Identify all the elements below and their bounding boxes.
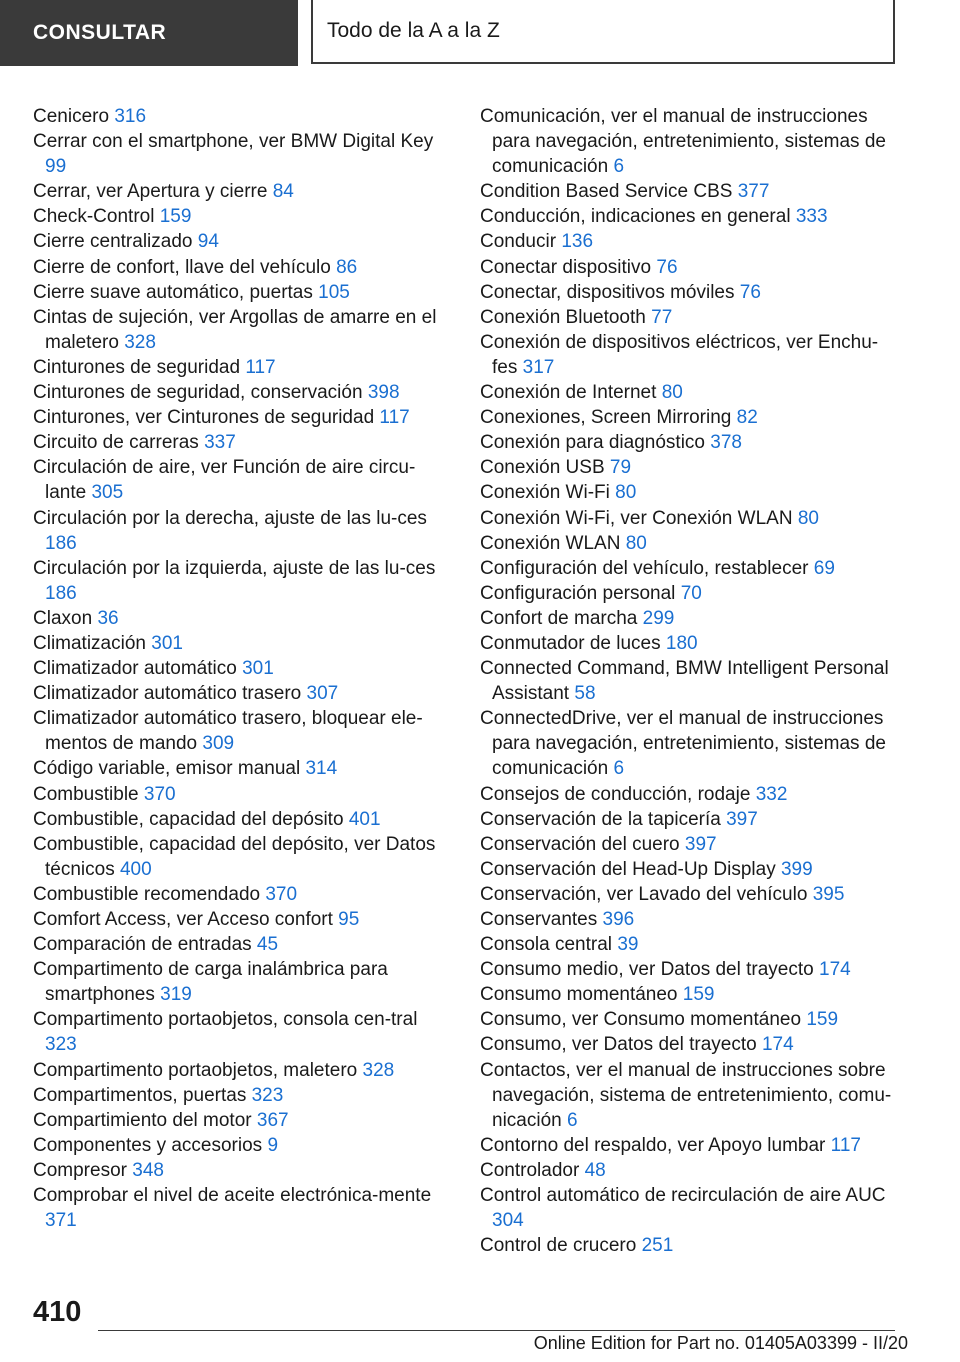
index-entry: [33, 405, 453, 430]
index-entry-page-link[interactable]: 332: [755, 783, 788, 805]
index-entry-term: Conducción, indicaciones en general: [480, 206, 791, 228]
index-entry-term: Combustible: [33, 783, 139, 805]
index-entry: [33, 932, 453, 957]
index-entry-page-link[interactable]: 77: [651, 306, 673, 328]
index-entry-page-link[interactable]: 70: [680, 582, 702, 604]
index-entry-term: Cinturones de seguridad: [33, 356, 241, 378]
index-entry-page-link[interactable]: 45: [256, 934, 279, 956]
index-entry: [480, 380, 900, 405]
index-entry-term: Conexión de dispositivos eléctricos, ver Enchu-fes: [480, 331, 879, 378]
index-entry-term: Conexión USB: [480, 457, 605, 479]
index-entry: [480, 807, 900, 832]
index-entry-page-link[interactable]: 69: [813, 557, 835, 579]
index-entry: [480, 656, 900, 706]
index-entry-term: Código variable, emisor manual: [33, 758, 301, 780]
index-entry: [480, 1183, 900, 1233]
index-entry: [33, 556, 453, 606]
index-entry-term: Comprobar el nivel de aceite electrónica-mente: [33, 1185, 432, 1207]
index-entry-term: Connected Command, BMW Intelligent Personal Assistant: [480, 658, 889, 705]
index-entry-page-link[interactable]: 80: [625, 532, 647, 554]
index-entry: [480, 480, 900, 505]
index-entry-page-link[interactable]: 174: [819, 959, 851, 981]
index-entry-page-link[interactable]: 36: [97, 607, 119, 629]
index-entry: [480, 229, 900, 254]
section-title: Todo de la A a la Z: [327, 19, 500, 42]
index-entry-term: Compartimento portaobjetos, consola cen-tral: [33, 1009, 418, 1031]
index-entry-term: Compartimiento del motor: [33, 1109, 252, 1131]
index-entry-term: Conexiones, Screen Mirroring: [480, 407, 732, 429]
index-entry-term: Claxon: [33, 607, 93, 629]
index-entry-page-link[interactable]: 328: [362, 1059, 395, 1081]
index-entry-page-link[interactable]: 79: [609, 457, 632, 479]
index-entry-page-link[interactable]: 396: [602, 909, 635, 930]
index-entry-page-link[interactable]: 39: [617, 934, 639, 956]
index-entry-page-link[interactable]: 378: [710, 432, 742, 454]
footer-divider: [98, 1330, 895, 1331]
index-entry: [480, 1133, 900, 1158]
index-entry-term: Conexión Bluetooth: [480, 306, 646, 328]
index-entry: [33, 305, 453, 355]
index-entry-page-link[interactable]: 105: [318, 281, 350, 303]
index-entry-page-link[interactable]: 186: [45, 532, 77, 554]
index-entry: [33, 380, 453, 405]
index-entry: [480, 506, 900, 531]
index-entry-page-link[interactable]: 84: [272, 181, 294, 203]
index-entry-page-link[interactable]: 397: [684, 833, 717, 855]
index-entry-term: Cierre suave automático, puertas: [33, 281, 313, 303]
index-entry-page-link[interactable]: 95: [338, 909, 360, 930]
index-entry-term: Consumo, ver Consumo momentáneo: [480, 1009, 802, 1031]
index-entry-page-link[interactable]: 307: [306, 683, 339, 705]
index-entry-page-link[interactable]: 316: [114, 106, 147, 127]
index-entry-page-link[interactable]: 94: [197, 231, 219, 253]
index-entry: [33, 807, 453, 832]
index-entry: [480, 179, 900, 204]
index-entry-page-link[interactable]: 58: [574, 683, 596, 705]
index-entry-term: Circulación por la derecha, ajuste de las lu-ces: [33, 507, 427, 529]
index-entry: [480, 606, 900, 631]
index-entry: [480, 455, 900, 480]
index-entry-term: Circuito de carreras: [33, 432, 199, 454]
index-entry: [480, 782, 900, 807]
index-entry: [33, 104, 453, 129]
index-entry-term: Conducir: [480, 231, 557, 253]
index-entry-term: Combustible recomendado: [33, 883, 261, 905]
index-entry: [480, 1233, 900, 1258]
index-entry-page-link[interactable]: 371: [45, 1210, 77, 1232]
index-entry-page-link[interactable]: 251: [641, 1235, 674, 1257]
index-entry: [33, 681, 453, 706]
index-entry-page-link[interactable]: 76: [656, 256, 678, 278]
index-entry-term: Combustible, capacidad del depósito, ver Datos técnicos: [33, 833, 436, 880]
index-entry: [480, 1058, 900, 1133]
index-entry-page-link[interactable]: 117: [245, 356, 276, 378]
index-entry-term: Conexión de Internet: [480, 382, 657, 404]
index-entry-term: Comparación de entradas: [33, 934, 252, 956]
index-entry-page-link[interactable]: 314: [305, 758, 338, 780]
index-entry: [33, 706, 453, 756]
index-entry-page-link[interactable]: 117: [830, 1134, 861, 1156]
index-entry-term: Conexión WLAN: [480, 532, 621, 554]
index-entry: [480, 430, 900, 455]
index-entry-page-link[interactable]: 301: [151, 632, 183, 654]
index-entry-page-link[interactable]: 48: [584, 1159, 606, 1181]
index-entry: [33, 179, 453, 204]
index-entry-term: Comunicación, ver el manual de instrucciones para navegación, entretenimiento, sistemas de comunicación: [480, 106, 886, 178]
index-entry-term: Cinturones, ver Cinturones de seguridad: [33, 407, 375, 429]
index-entry-term: Cenicero: [33, 106, 110, 127]
index-entry-page-link[interactable]: 86: [336, 256, 358, 278]
index-entry-page-link[interactable]: 401: [348, 808, 381, 830]
index-entry: [33, 1183, 453, 1233]
index-entry-page-link[interactable]: 117: [379, 407, 410, 429]
index-column-right: [480, 104, 900, 1258]
index-entry-term: Cierre centralizado: [33, 231, 193, 253]
index-entry-term: Consumo medio, ver Datos del trayecto: [480, 959, 814, 981]
index-entry: [33, 129, 453, 179]
index-entry: [33, 907, 453, 932]
index-entry: [33, 1058, 453, 1083]
index-entry-page-link[interactable]: 337: [204, 432, 236, 454]
index-entry-page-link[interactable]: 136: [561, 231, 594, 253]
index-entry-term: Conservación del cuero: [480, 833, 680, 855]
index-entry-page-link[interactable]: 323: [45, 1034, 77, 1056]
index-entry: [33, 255, 453, 280]
index-entry-term: Contactos, ver el manual de instrucciones sobre navegación, sistema de entretenimiento, comu-nicación: [480, 1059, 892, 1131]
index-entry: [480, 280, 900, 305]
index-entry-term: Conexión Wi-Fi: [480, 482, 610, 504]
index-entry-term: Configuración personal: [480, 582, 676, 604]
index-entry: [33, 455, 453, 505]
consult-tab-label: CONSULTAR: [33, 21, 167, 44]
index-entry-term: Conectar, dispositivos móviles: [480, 281, 735, 303]
index-entry-term: ConnectedDrive, ver el manual de instrucciones para navegación, entretenimiento, sistemas de comunicación: [480, 708, 886, 780]
index-entry: [480, 204, 900, 229]
index-entry-page-link[interactable]: 6: [567, 1109, 578, 1131]
index-entry: [480, 832, 900, 857]
index-entry: [33, 656, 453, 681]
index-entry-term: Cinturones de seguridad, conservación: [33, 382, 363, 404]
index-entry-term: Climatización: [33, 632, 146, 654]
index-entry: [480, 405, 900, 430]
index-entry-term: Conexión para diagnóstico: [480, 432, 705, 454]
index-entry-term: Configuración del vehículo, restablecer: [480, 557, 809, 579]
index-entry-term: Climatizador automático: [33, 658, 237, 680]
index-entry: [480, 882, 900, 907]
index-entry: [480, 305, 900, 330]
index-entry-page-link[interactable]: 398: [367, 382, 400, 404]
index-entry: [33, 280, 453, 305]
index-entry-term: Control automático de recirculación de aire AUC: [480, 1185, 886, 1207]
index-entry: [480, 907, 900, 932]
index-entry: [480, 556, 900, 581]
index-entry-page-link[interactable]: 180: [665, 632, 698, 654]
index-entry-page-link[interactable]: 76: [739, 281, 761, 303]
index-column-left: [33, 104, 453, 1233]
index-entry-page-link[interactable]: 80: [615, 482, 637, 504]
index-entry: [480, 982, 900, 1007]
index-entry-page-link[interactable]: 317: [522, 356, 555, 378]
index-entry-term: Compartimento portaobjetos, maletero: [33, 1059, 358, 1081]
index-entry-term: Circulación por la izquierda, ajuste de las lu-ces: [33, 557, 436, 579]
index-entry-term: Compartimentos, puertas: [33, 1084, 247, 1106]
index-entry: [33, 204, 453, 229]
index-entry-page-link[interactable]: 319: [160, 984, 192, 1006]
index-entry: [33, 430, 453, 455]
index-entry: [33, 355, 453, 380]
index-entry-page-link[interactable]: 304: [492, 1210, 524, 1232]
index-entry: [480, 706, 900, 781]
index-entry: [33, 832, 453, 882]
index-entry-term: Conservantes: [480, 909, 598, 930]
footer-edition-text: Online Edition for Part no. 01405A03399 - II/20: [533, 1333, 908, 1353]
index-entry-term: Circulación de aire, ver Función de aire circu-lante: [33, 457, 416, 504]
index-entry-page-link[interactable]: 370: [265, 883, 298, 905]
section-title-tab: [311, 0, 895, 64]
index-entry-page-link[interactable]: 395: [812, 883, 845, 905]
index-entry-term: Cerrar con el smartphone, ver BMW Digital Key: [33, 131, 434, 153]
index-entry-term: Condition Based Service CBS: [480, 181, 733, 203]
index-entry-term: Control de crucero: [480, 1235, 637, 1257]
index-entry-page-link[interactable]: 333: [795, 206, 828, 228]
index-entry-page-link[interactable]: 348: [132, 1159, 164, 1181]
index-entry-term: Componentes y accesorios: [33, 1134, 263, 1156]
index-entry: [480, 104, 900, 179]
index-entry-term: Conservación del Head-Up Display: [480, 858, 776, 880]
index-entry-page-link[interactable]: 80: [661, 382, 683, 404]
index-entry: [480, 957, 900, 982]
index-entry-term: Conmutador de luces: [480, 632, 661, 654]
index-entry-page-link[interactable]: 9: [267, 1134, 279, 1156]
index-entry-page-link[interactable]: 400: [119, 858, 152, 880]
index-entry-page-link[interactable]: 370: [143, 783, 176, 805]
index-entry-term: Consumo momentáneo: [480, 984, 678, 1006]
index-entry-page-link[interactable]: 159: [806, 1009, 839, 1031]
index-entry-page-link[interactable]: 159: [682, 984, 715, 1006]
index-entry: [480, 581, 900, 606]
index-entry-page-link[interactable]: 301: [242, 658, 274, 680]
index-entry: [480, 1007, 900, 1032]
index-entry-page-link[interactable]: 299: [642, 607, 675, 629]
index-entry-term: Climatizador automático trasero, bloquear ele-mentos de mando: [33, 708, 423, 755]
index-entry: [33, 229, 453, 254]
index-entry-term: Controlador: [480, 1159, 580, 1181]
index-entry-term: Compresor: [33, 1159, 127, 1181]
index-entry-page-link[interactable]: 99: [45, 156, 67, 178]
consult-tab: [0, 0, 298, 66]
index-entry: [33, 782, 453, 807]
index-entry: [33, 1158, 453, 1183]
index-entry: [33, 1133, 453, 1158]
index-entry-term: Comfort Access, ver Acceso confort: [33, 909, 333, 930]
index-entry-term: Consejos de conducción, rodaje: [480, 783, 751, 805]
index-entry-page-link[interactable]: 80: [797, 507, 819, 529]
index-entry-term: Check-Control: [33, 206, 155, 228]
index-entry-page-link[interactable]: 397: [726, 808, 758, 830]
index-entry: [33, 606, 453, 631]
index-entry: [480, 531, 900, 556]
index-entry: [480, 857, 900, 882]
index-entry: [480, 330, 900, 380]
index-entry: [480, 1158, 900, 1183]
index-entry-term: Cintas de sujeción, ver Argollas de amarre en el maletero: [33, 306, 437, 353]
index-entry-page-link[interactable]: 309: [202, 733, 235, 755]
page-header: [0, 0, 960, 66]
index-entry: [33, 1108, 453, 1133]
index-entry-term: Cierre de confort, llave del vehículo: [33, 256, 331, 278]
index-entry: [33, 1083, 453, 1108]
index-entry-page-link[interactable]: 186: [45, 582, 77, 604]
index-entry-term: Conservación de la tapicería: [480, 808, 721, 830]
index-entry-page-link[interactable]: 6: [613, 758, 625, 780]
index-entry-page-link[interactable]: 377: [737, 181, 770, 203]
index-entry-term: Confort de marcha: [480, 607, 638, 629]
index-entry-page-link[interactable]: 6: [613, 156, 625, 178]
index-entry-page-link[interactable]: 82: [736, 407, 758, 429]
index-entry-page-link[interactable]: 305: [91, 482, 124, 504]
index-entry: [33, 756, 453, 781]
index-entry-term: Cerrar, ver Apertura y cierre: [33, 181, 268, 203]
index-entry-term: Combustible, capacidad del depósito: [33, 808, 344, 830]
index-entry: [480, 1032, 900, 1057]
index-entry: [480, 932, 900, 957]
index-entry-term: Conexión Wi-Fi, ver Conexión WLAN: [480, 507, 793, 529]
index-entry: [33, 957, 453, 1007]
index-entry-term: Consumo, ver Datos del trayecto: [480, 1034, 757, 1056]
index-entry: [480, 255, 900, 280]
index-entry-page-link[interactable]: 367: [256, 1109, 289, 1131]
index-entry: [33, 1007, 453, 1057]
index-entry-page-link[interactable]: 328: [124, 331, 156, 353]
index-entry: [33, 506, 453, 556]
index-entry-term: Climatizador automático trasero: [33, 683, 302, 705]
index-entry: [33, 631, 453, 656]
index-entry-term: Conservación, ver Lavado del vehículo: [480, 883, 808, 905]
index-entry-term: Conectar dispositivo: [480, 256, 652, 278]
index-entry-page-link[interactable]: 323: [251, 1084, 284, 1106]
index-entry: [480, 631, 900, 656]
index-entry-page-link[interactable]: 159: [159, 206, 192, 228]
index-entry-term: Contorno del respaldo, ver Apoyo lumbar: [480, 1134, 826, 1156]
index-entry-term: Consola central: [480, 934, 613, 956]
index-entry-page-link[interactable]: 399: [780, 858, 813, 880]
index-entry: [33, 882, 453, 907]
index-entry-page-link[interactable]: 174: [761, 1034, 794, 1056]
index-entry-term: Compartimento de carga inalámbrica para smartphones: [33, 959, 388, 1006]
page-number: 410: [33, 1296, 82, 1328]
